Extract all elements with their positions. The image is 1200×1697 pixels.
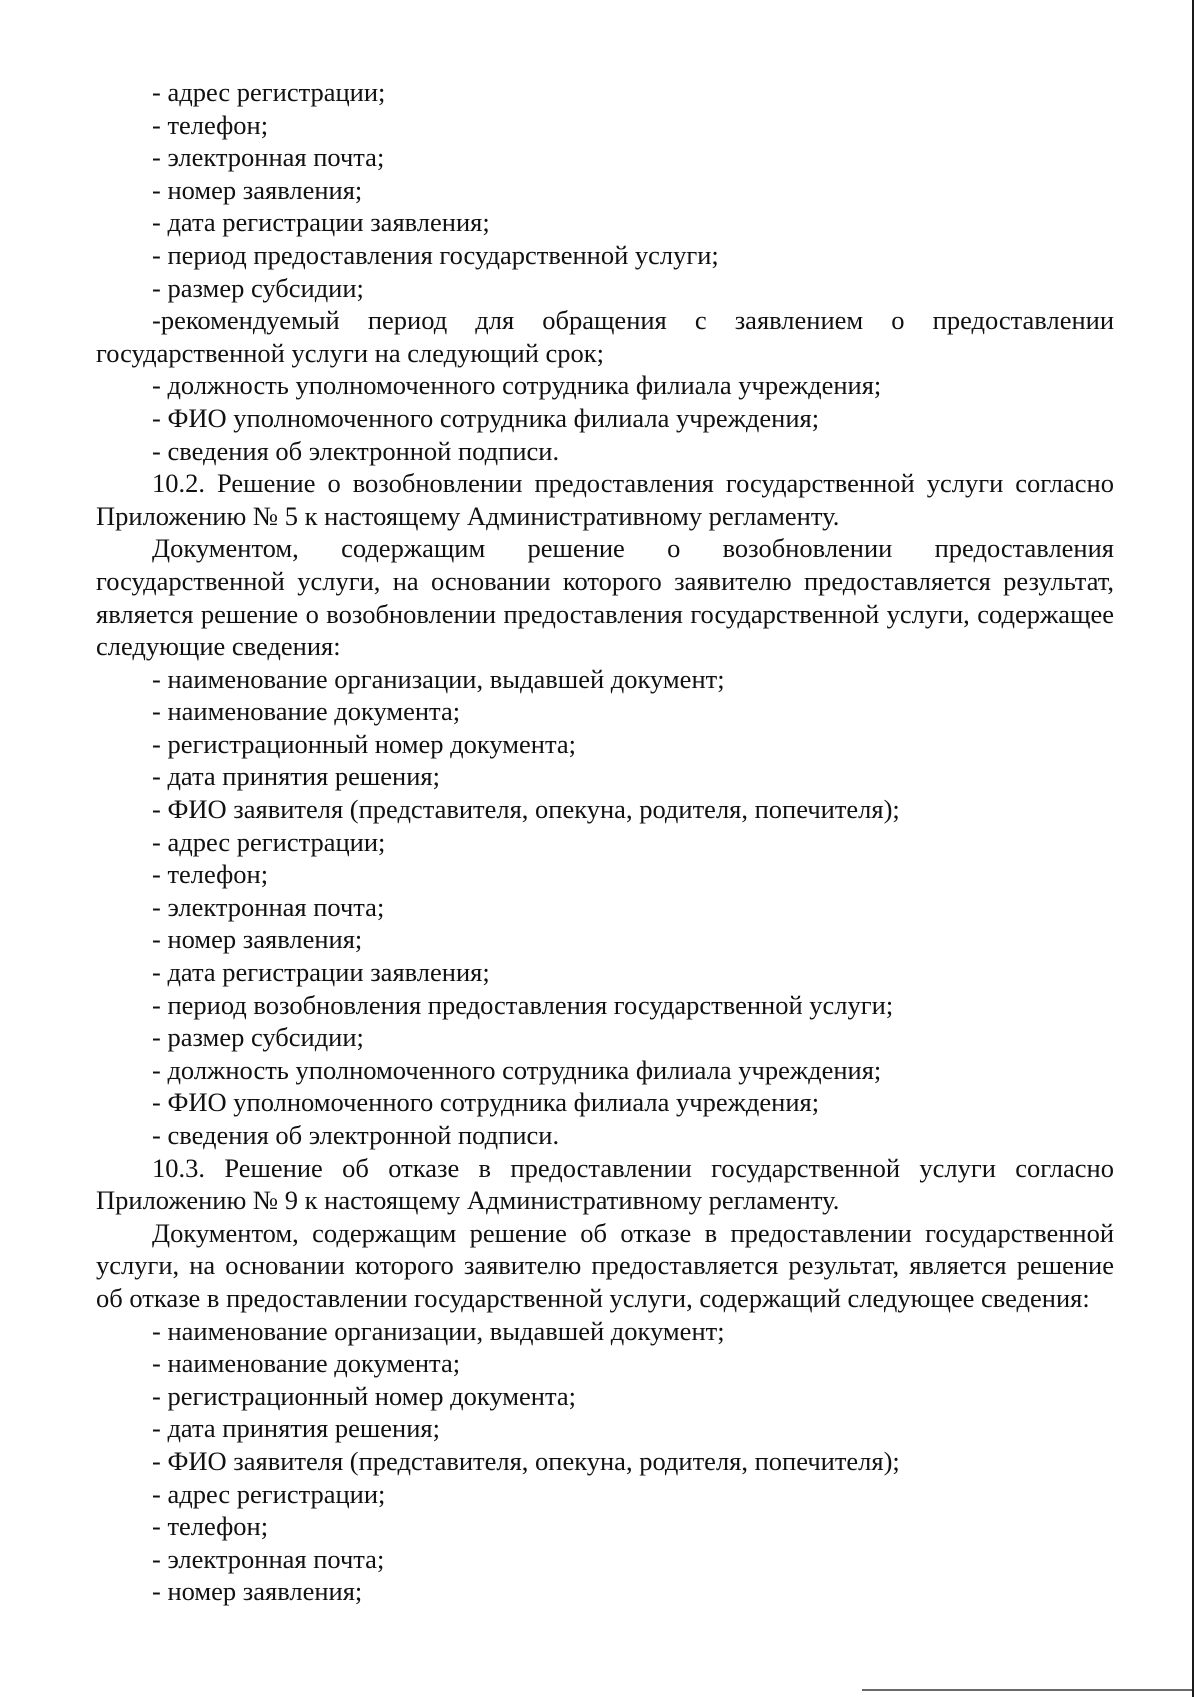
scan-edge-right	[1192, 0, 1194, 1697]
list-item: - ФИО заявителя (представителя, опекуна, родителя, попечителя);	[152, 794, 900, 825]
list-item: - регистрационный номер документа;	[152, 728, 576, 759]
list-item: - наименование организации, выдавшей документ;	[152, 1315, 725, 1346]
list-item: - адрес регистрации;	[152, 77, 386, 107]
list-item: - размер субсидии;	[152, 272, 364, 303]
list-item: - электронная почта;	[152, 1543, 385, 1574]
list-item: - номер заявления;	[152, 174, 363, 205]
list-item: - адрес регистрации;	[152, 1478, 386, 1509]
document-body	[96, 76, 1114, 1608]
paragraph-recommended-period: -рекомендуемый период для обращения с заявлением о предоставлении государственной услуги на следующий срок;	[96, 305, 1114, 368]
list-item: - дата принятия решения;	[152, 1413, 440, 1444]
list-item: - электронная почта;	[152, 142, 385, 173]
list-item: - период предоставления государственной услуги;	[152, 239, 719, 270]
list-item: - размер субсидии;	[152, 1022, 364, 1053]
list-item: - дата принятия решения;	[152, 761, 440, 792]
list-item: - сведения об электронной подписи.	[152, 435, 560, 466]
list-item: - электронная почта;	[152, 891, 385, 922]
list-item: - номер заявления;	[152, 924, 363, 955]
list-10-3	[96, 1315, 1114, 1608]
list-item: - ФИО заявителя (представителя, опекуна, родителя, попечителя);	[152, 1445, 900, 1476]
paragraph-10-3-document: Документом, содержащим решение об отказе в предоставлении государственной услуги, на основании которого заявителю предоставляется результат, является решение об отказе в предоставлении государственной услуги, содержащий следующее сведения:	[96, 1217, 1114, 1313]
list-item: - номер заявления;	[152, 1576, 363, 1607]
paragraph-10-2-document: Документом, содержащим решение о возобновлении предоставления государственной услуги, на основании которого заявителю предоставляется результат, является решение о возобновлении предоставления государственной услуги, содержащее следующие сведения:	[96, 533, 1114, 662]
list-item: - дата регистрации заявления;	[152, 957, 490, 988]
list-item: - адрес регистрации;	[152, 826, 386, 857]
list-item: - период возобновления предоставления государственной услуги;	[152, 989, 894, 1020]
list-top	[96, 76, 1114, 304]
list-item: - наименование организации, выдавшей документ;	[152, 663, 725, 694]
scan-edge-bottom	[862, 1689, 1192, 1691]
list-item: - дата регистрации заявления;	[152, 207, 490, 238]
list-item: - телефон;	[152, 859, 269, 890]
list-item: - телефон;	[152, 1511, 269, 1542]
list-top-end	[96, 369, 1114, 467]
paragraph-10-2: 10.2. Решение о возобновлении предоставления государственной услуги согласно Приложению № 5 к настоящему Административному регламенту.	[96, 468, 1114, 531]
list-item: - наименование документа;	[152, 696, 461, 727]
list-item: - телефон;	[152, 109, 269, 140]
list-item: - ФИО уполномоченного сотрудника филиала учреждения;	[152, 402, 820, 433]
list-item: - должность уполномоченного сотрудника филиала учреждения;	[152, 370, 882, 401]
list-item: - ФИО уполномоченного сотрудника филиала учреждения;	[152, 1087, 820, 1118]
paragraph-10-3: 10.3. Решение об отказе в предоставлении государственной услуги согласно Приложению № 9 к настоящему Административному регламенту.	[96, 1152, 1114, 1216]
list-10-2	[96, 663, 1114, 1152]
list-item: - наименование документа;	[152, 1348, 461, 1379]
list-item: - регистрационный номер документа;	[152, 1380, 576, 1411]
list-item: - сведения об электронной подписи.	[152, 1120, 560, 1150]
list-item: - должность уполномоченного сотрудника филиала учреждения;	[152, 1054, 882, 1085]
